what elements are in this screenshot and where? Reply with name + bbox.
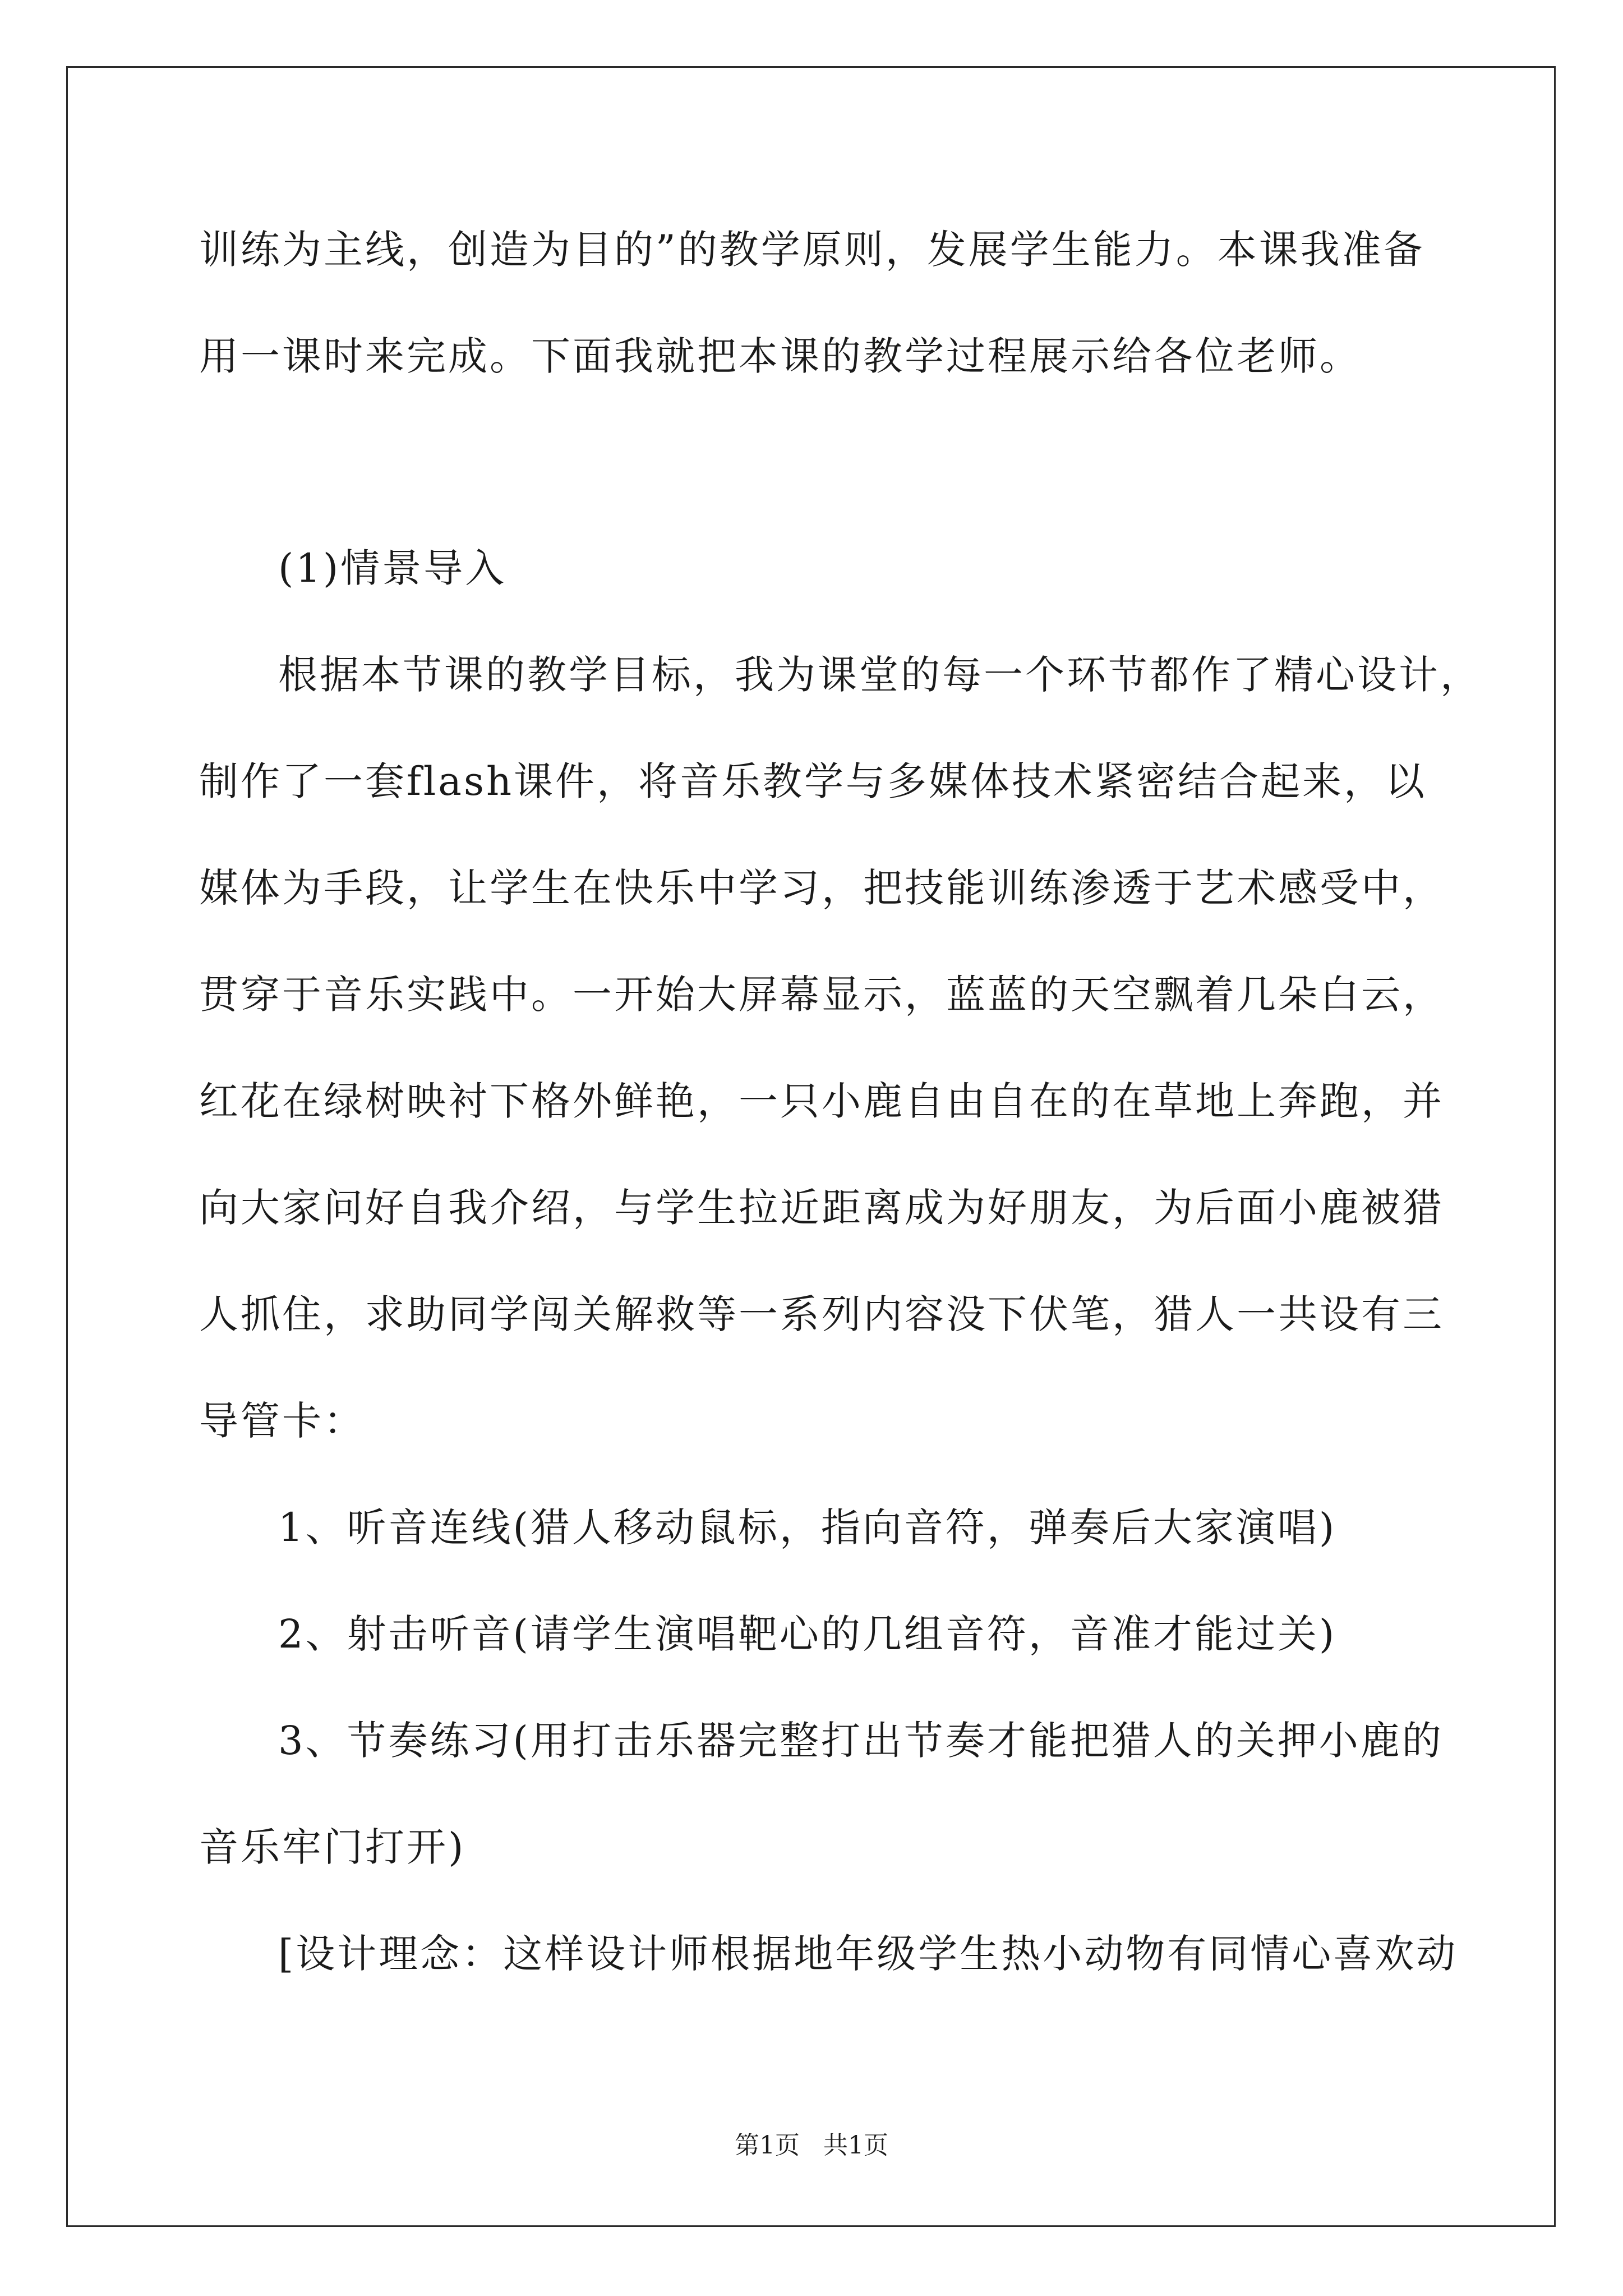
text-line: 导管卡： bbox=[199, 1398, 365, 1444]
text-line: 人抓住，求助同学闯关解救等一系列内容没下伏笔，猎人一共设有三 bbox=[199, 1291, 1444, 1337]
text-line: 制作了一套flash课件，将音乐教学与多媒体技术紧密结合起来，以 bbox=[199, 758, 1427, 804]
text-line: [设计理念：这样设计师根据地年级学生热小动物有同情心喜欢动 bbox=[278, 1931, 1458, 1977]
section-heading: (1)情景导入 bbox=[278, 545, 507, 591]
text-line: 音乐牢门打开) bbox=[199, 1824, 466, 1870]
list-item: 1、听音连线(猎人移动鼠标，指向音符，弹奏后大家演唱) bbox=[278, 1504, 1337, 1550]
page-border bbox=[66, 66, 1556, 2227]
text-line: 红花在绿树映衬下格外鲜艳，一只小鹿自由自在的在草地上奔跑，并 bbox=[199, 1078, 1444, 1124]
list-item: 2、射击听音(请学生演唱靶心的几组音符，音准才能过关) bbox=[278, 1611, 1337, 1657]
text-line: 贯穿于音乐实践中。一开始大屏幕显示，蓝蓝的天空飘着几朵白云， bbox=[199, 972, 1444, 1018]
page-footer: 第1页 共1页 bbox=[735, 2131, 888, 2160]
text-line: 根据本节课的教学目标，我为课堂的每一个环节都作了精心设计， bbox=[278, 652, 1482, 698]
text-line: 向大家问好自我介绍，与学生拉近距离成为好朋友，为后面小鹿被猎 bbox=[199, 1185, 1444, 1231]
list-item: 3、节奏练习(用打击乐器完整打出节奏才能把猎人的关押小鹿的 bbox=[278, 1718, 1444, 1764]
text-line: 用一课时来完成。下面我就把本课的教学过程展示给各位老师。 bbox=[199, 333, 1361, 379]
text-line: 媒体为手段，让学生在快乐中学习，把技能训练渗透于艺术感受中， bbox=[199, 865, 1444, 911]
text-line: 训练为主线，创造为目的”的教学原则，发展学生能力。本课我准备 bbox=[199, 227, 1425, 273]
